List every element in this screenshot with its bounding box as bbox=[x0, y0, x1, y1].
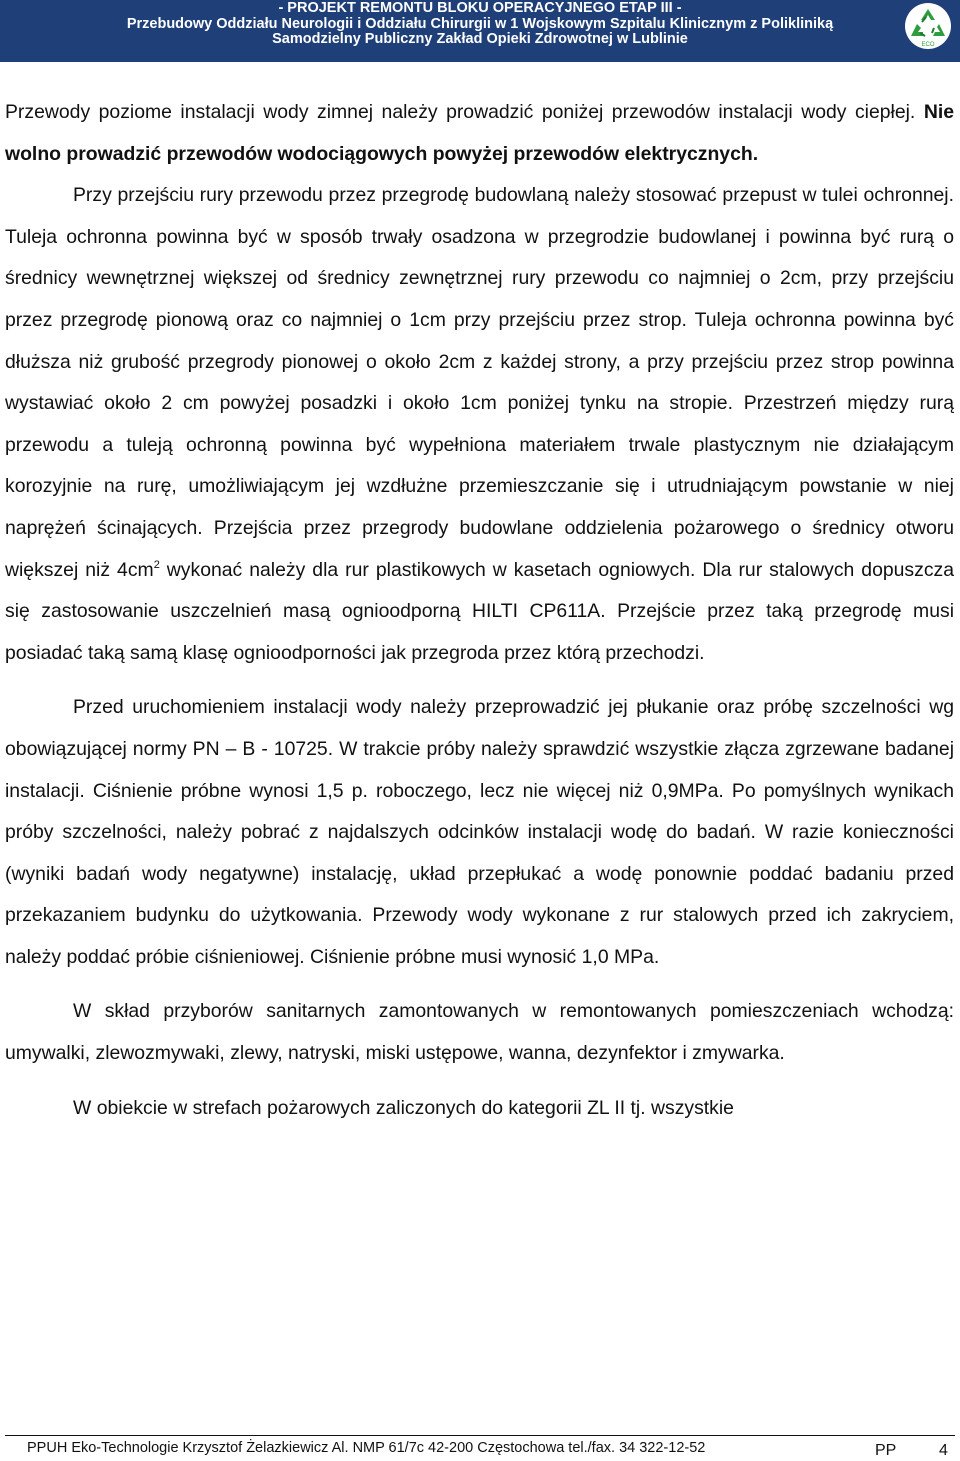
superscript: 2 bbox=[153, 558, 160, 571]
paragraph-sanitary-fixtures: W skład przyborów sanitarnych zamontowanych w remontowanych pomieszczeniach wchodzą: umywalki, zlewozmywaki, zlewy, natryski, miski ustępowe, wanna, dezynfektor i zmywarka. bbox=[5, 1000, 954, 1065]
footer-divider bbox=[5, 1435, 955, 1436]
document-body bbox=[5, 92, 954, 1129]
header-text bbox=[0, 0, 960, 48]
paragraph-text: Przy przejściu rury przewodu przez przegrodę budowlaną należy stosować przepust w tulei ochronnej. Tuleja ochronna powinna być w sposób trwały osadzona w przegrodzie budowlanej i powinna być rurą o średnicy wewnętrznej większej od średnicy zewnętrznej rury przewodu co najmniej o 2cm, przy przejściu przez przegrodę pionową oraz co najmniej o 1cm przy przejściu przez strop. Tuleja ochronna powinna być dłuższa niż grubość przegrody pionowej o około 2cm z każdej strony, a przy przejściu przez strop powinna wystawiać około 2 cm powyżej posadzki i około 1cm poniżej tynku na stropie. Przestrzeń między rurą przewodu a tuleją ochronną powinna być wypełniona materiałem trwale plastycznym nie działającym korozyjnie na rurę, umożliwiającym jej wzdłużne przemieszczanie się i utrudniającym powstanie w niej naprężeń ścinających. Przejścia przez przegrody budowlane oddzielenia pożarowego o średnicy otworu większej niż 4cm bbox=[5, 184, 954, 581]
paragraph-fire-zones: W obiekcie w strefach pożarowych zaliczonych do kategorii ZL II tj. wszystkie bbox=[73, 1096, 734, 1119]
paragraph-text-continued: wykonać należy dla rur plastikowych w kasetach ogniowych. Dla rur stalowych dopuszcza się zastosowanie uszczelnień masą ognioodporną HILTI CP611A. Przejście przez taką przegrodę musi posiadać taką samą klasę ognioodporności jak przegroda przez którą przechodzi. bbox=[5, 558, 954, 664]
header-project-subtitle: Przebudowy Oddziału Neurologii i Oddziału Chirurgii w 1 Wojskowym Szpitalu Klinicznym z Polikliniką bbox=[126, 15, 834, 32]
page-header bbox=[0, 0, 960, 62]
header-institution: Samodzielny Publiczny Zakład Opieki Zdrowotnej w Lublinie bbox=[272, 31, 688, 47]
paragraph-pressure-test: Przed uruchomieniem instalacji wody należy przeprowadzić jej płukanie oraz próbę szczelności wg obowiązującej normy PN – B - 10725. W trakcie próby należy sprawdzić wszystkie złącza zgrzewane badanej instalacji. Ciśnienie próbne wynosi 1,5 p. roboczego, lecz nie więcej niż 0,9MPa. Po pomyślnych wynikach próby szczelności, należy pobrać z najdalszych odcinków instalacji wodę do badań. W razie konieczności (wyniki badań wody negatywne) instalację, układ przepłukać a wodę ponownie poddać badaniu przed przekazaniem budynku do użytkowania. Przewody wody wykonane z rur stalowych przed ich zakryciem, należy poddać próbie ciśnieniowej. Ciśnienie próbne musi wynosić 1,0 MPa. bbox=[5, 696, 954, 968]
paragraph-pipe-sleeves bbox=[5, 175, 954, 674]
page-footer bbox=[27, 1439, 952, 1457]
warning-text: Nie wolno prowadzić przewodów wodociągowych powyżej przewodów elektrycznych. bbox=[5, 101, 954, 165]
paragraph-text: Przewody poziome instalacji wody zimnej należy prowadzić poniżej przewodów instalacji wody ciepłej. bbox=[5, 101, 924, 123]
footer-company: PPUH Eko-Technologie Krzysztof Żelazkiewicz Al. NMP 61/7c 42-200 Częstochowa tel./fax. 34 322-12-52 bbox=[27, 1440, 706, 1456]
footer-section: PP bbox=[875, 1442, 897, 1459]
header-project-title: - PROJEKT REMONTU BLOKU OPERACYJNEGO ETAP III - bbox=[278, 0, 682, 16]
svg-text:ECO: ECO bbox=[921, 42, 935, 48]
recycling-triangle-icon bbox=[904, 2, 952, 50]
paragraph-horizontal-pipes bbox=[5, 92, 954, 175]
page-number: 4 bbox=[939, 1442, 948, 1459]
